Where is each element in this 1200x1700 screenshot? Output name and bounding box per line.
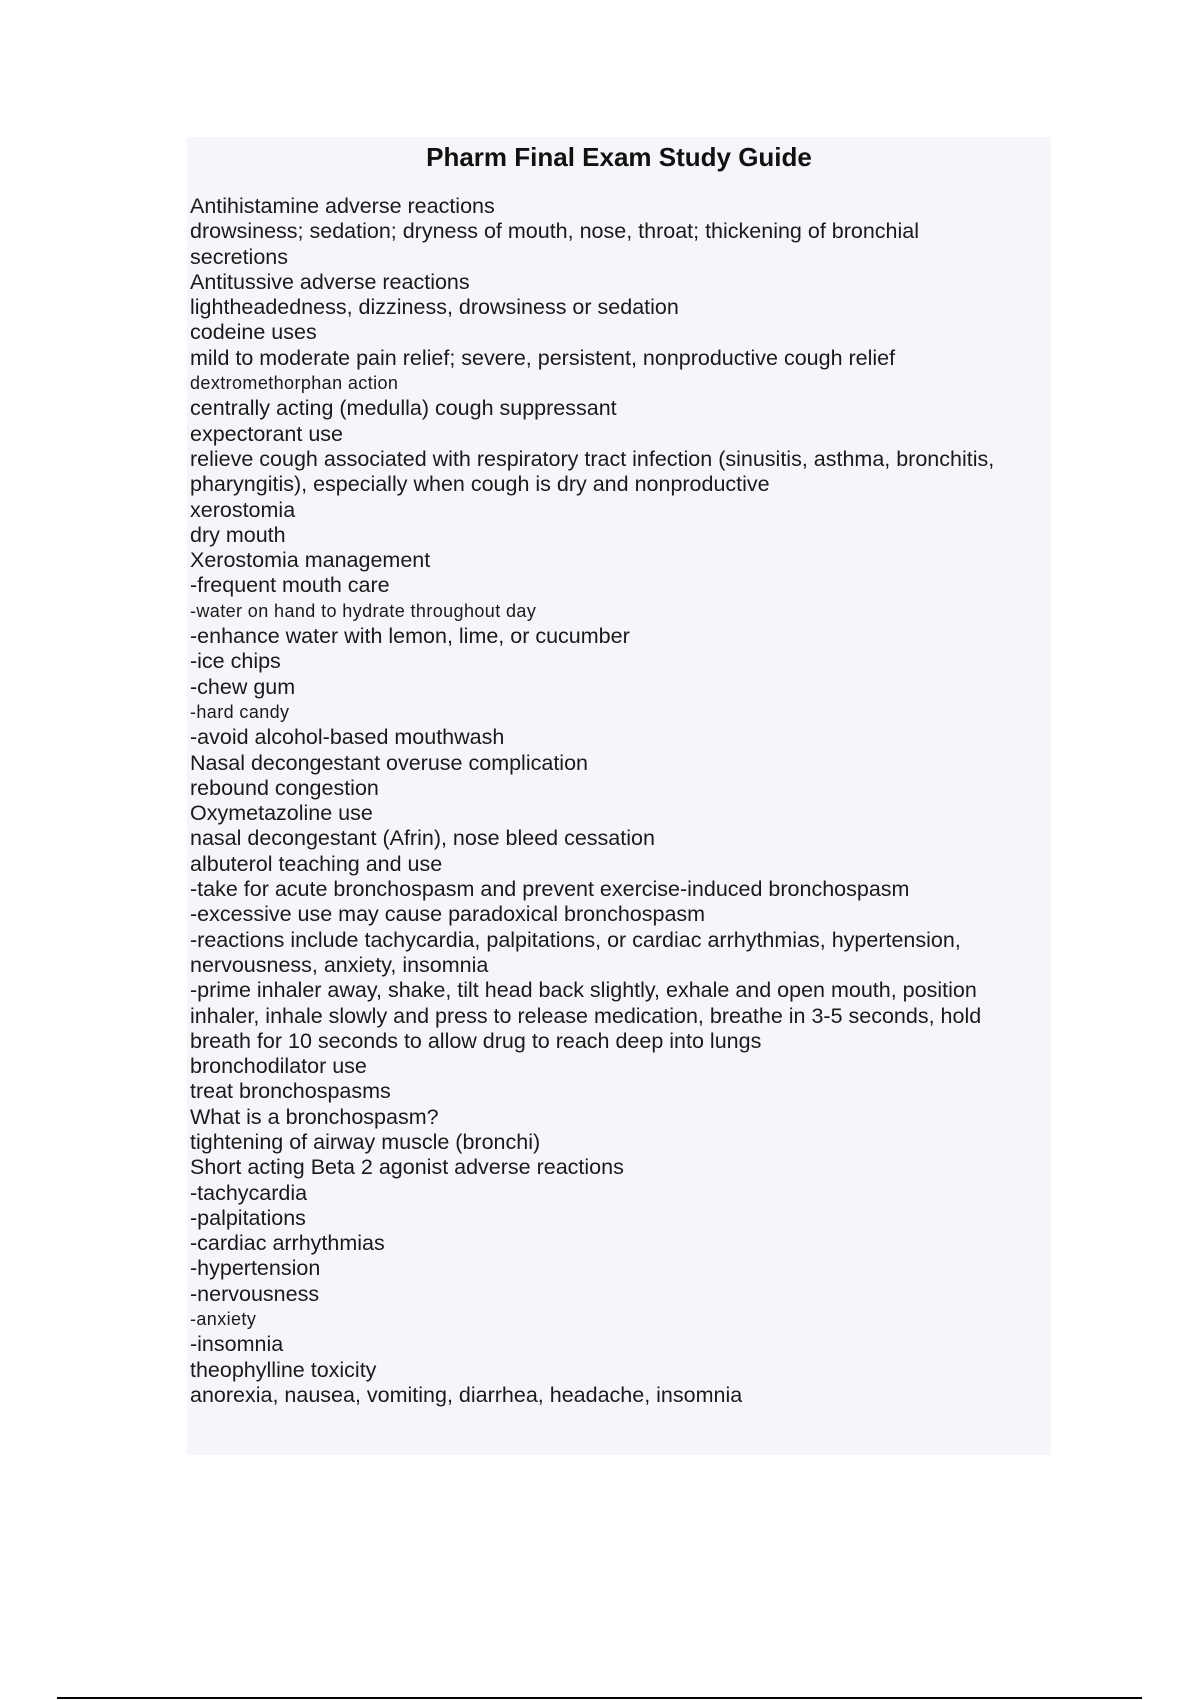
text-line: bronchodilator use [190, 1054, 367, 1079]
text-line: breath for 10 seconds to allow drug to reach deep into lungs [190, 1028, 762, 1053]
text-line: rebound congestion [190, 775, 379, 800]
text-line: What is a bronchospasm? [190, 1104, 439, 1129]
text-line: Oxymetazoline use [190, 801, 373, 826]
page-divider [57, 1697, 1142, 1699]
text-line: -nervousness [190, 1281, 320, 1306]
text-line: -frequent mouth care [190, 573, 390, 598]
text-line: -prime inhaler away, shake, tilt head back slightly, exhale and open mouth, position [190, 978, 977, 1003]
text-line: nervousness, anxiety, insomnia [190, 952, 489, 977]
text-line: -take for acute bronchospasm and prevent exercise-induced bronchospasm [190, 877, 910, 902]
text-line: -chew gum [190, 674, 296, 699]
text-line: drowsiness; sedation; dryness of mouth, nose, throat; thickening of bronchial [190, 219, 920, 244]
text-line: anorexia, nausea, vomiting, diarrhea, headache, insomnia [190, 1382, 743, 1407]
text-line: -hypertension [190, 1256, 321, 1281]
text-line: relieve cough associated with respiratory tract infection (sinusitis, asthma, bronchitis, [190, 446, 995, 471]
text-line: -palpitations [190, 1205, 306, 1230]
study-guide-text [190, 194, 1048, 1408]
text-line: -avoid alcohol-based mouthwash [190, 725, 505, 750]
text-line: inhaler, inhale slowly and press to release medication, breathe in 3-5 seconds, hold [190, 1003, 982, 1028]
text-line: mild to moderate pain relief; severe, persistent, nonproductive cough relief [190, 345, 896, 370]
text-line: Nasal decongestant overuse complication [190, 750, 588, 775]
text-line: pharyngitis), especially when cough is dry and nonproductive [190, 472, 770, 497]
text-line: dextromethorphan action [190, 373, 399, 394]
text-line: -hard candy [190, 701, 290, 722]
text-line: treat bronchospasms [190, 1079, 391, 1104]
text-line: -reactions include tachycardia, palpitations, or cardiac arrhythmias, hypertension, [190, 927, 961, 952]
text-line: tightening of airway muscle (bronchi) [190, 1129, 541, 1154]
text-line: Antitussive adverse reactions [190, 269, 470, 294]
text-line: Xerostomia management [190, 548, 431, 573]
text-line: codeine uses [190, 320, 317, 345]
text-line: theophylline toxicity [190, 1357, 377, 1382]
document-title: Pharm Final Exam Study Guide [426, 142, 812, 172]
text-line: Short acting Beta 2 agonist adverse reactions [190, 1155, 624, 1180]
text-line: dry mouth [190, 522, 286, 547]
text-line: -insomnia [190, 1332, 284, 1357]
text-line: -excessive use may cause paradoxical bronchospasm [190, 902, 706, 927]
text-line: -cardiac arrhythmias [190, 1231, 385, 1256]
text-line: -anxiety [190, 1309, 257, 1330]
text-line: secretions [190, 244, 288, 269]
text-line: xerostomia [190, 497, 296, 522]
text-line: albuterol teaching and use [190, 851, 443, 876]
text-line: -ice chips [190, 649, 281, 674]
text-line: -enhance water with lemon, lime, or cucumber [190, 624, 630, 649]
text-line: centrally acting (medulla) cough suppressant [190, 396, 617, 421]
text-line: nasal decongestant (Afrin), nose bleed cessation [190, 826, 655, 851]
text-line: lightheadedness, dizziness, drowsiness or sedation [190, 295, 679, 320]
text-line: expectorant use [190, 421, 343, 446]
text-line: Antihistamine adverse reactions [190, 194, 495, 218]
text-line: -water on hand to hydrate throughout day [190, 600, 537, 621]
document-page [187, 137, 1051, 1455]
text-line: -tachycardia [190, 1180, 308, 1205]
